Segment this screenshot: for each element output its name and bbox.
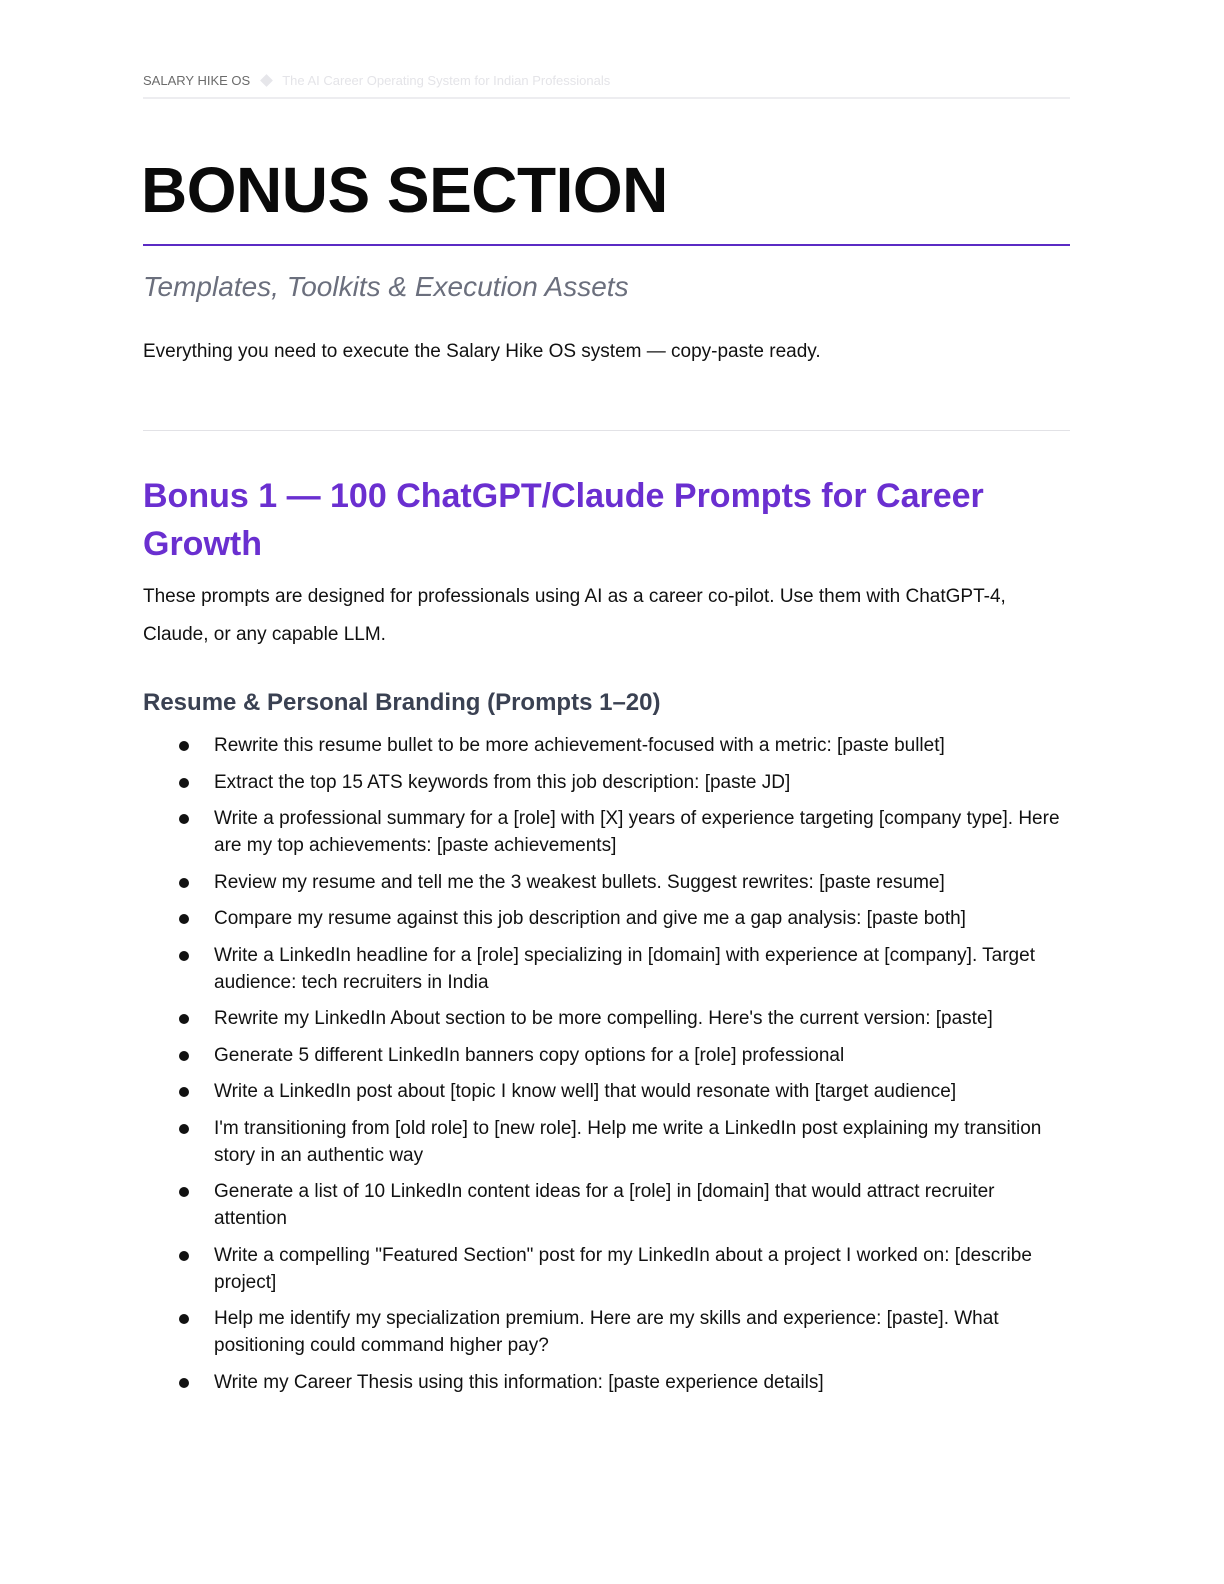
bullet-icon [179,914,189,924]
resume-branding-heading: Resume & Personal Branding (Prompts 1–20) [143,689,661,716]
prompt-text: Help me identify my specialization premium. Here are my skills and experience: [paste]. What positioning could command higher pay? [214,1308,999,1356]
bonus-1-intro: These prompts are designed for professionals using AI as a career co-pilot. Use them with ChatGPT-4, Claude, or any capable LLM. [143,586,1006,645]
title-divider [143,244,1070,246]
bullet-icon [179,1314,189,1324]
list-item [143,942,1070,996]
bullet-icon [179,878,189,888]
list-item [143,805,1070,859]
bullet-icon [179,951,189,961]
prompt-text: Compare my resume against this job description and give me a gap analysis: [paste both] [214,908,966,929]
header-tagline: The AI Career Operating System for Indian Professionals [282,72,611,88]
prompt-text: Write a LinkedIn headline for a [role] specializing in [domain] with experience at [company]. Target audience: tech recruiters in India [214,944,1035,993]
list-item [143,1178,1070,1232]
list-item [143,1305,1070,1359]
prompt-text: Generate 5 different LinkedIn banners copy options for a [role] professional [214,1044,845,1066]
bonus-1-heading: Bonus 1 — 100 ChatGPT/Claude Prompts for Career Growth [143,477,984,563]
prompt-text: Generate a list of 10 LinkedIn content ideas for a [role] in [domain] that would attract recruiter attention [214,1181,995,1229]
header-brand: SALARY HIKE OS [143,72,251,88]
diamond-icon [260,74,273,87]
bullet-icon [179,1124,189,1134]
bullet-icon [179,1087,189,1097]
prompt-text: Write a compelling "Featured Section" post for my LinkedIn about a project I worked on: [describe project] [214,1244,1032,1293]
list-item [143,869,1070,896]
bullet-icon [179,1251,189,1261]
bullet-icon [179,778,189,788]
list-item [143,1005,1070,1032]
list-item [143,905,1070,932]
prompt-list [143,732,1070,1405]
bullet-icon [179,1187,189,1197]
list-item [143,769,1070,796]
list-item [143,1042,1070,1069]
header-divider [143,97,1070,99]
list-item [143,732,1070,759]
list-item [143,1369,1070,1396]
bullet-icon [179,741,189,751]
intro-text: Everything you need to execute the Salary Hike OS system — copy-paste ready. [143,341,821,362]
page-subtitle: Templates, Toolkits & Execution Assets [143,271,629,302]
list-item [143,1078,1070,1105]
prompt-text: I'm transitioning from [old role] to [new role]. Help me write a LinkedIn post explaining my transition story in an authentic way [214,1117,1042,1166]
prompt-text: Rewrite my LinkedIn About section to be more compelling. Here's the current version: [paste] [214,1008,993,1029]
list-item [143,1115,1070,1169]
prompt-text: Write a LinkedIn post about [topic I know well] that would resonate with [target audience] [214,1081,957,1102]
prompt-text: Write my Career Thesis using this information: [paste experience details] [214,1371,824,1393]
bullet-icon [179,1378,189,1388]
bullet-icon [179,1014,189,1024]
prompt-text: Extract the top 15 ATS keywords from this job description: [paste JD] [214,771,791,793]
page-title: BONUS SECTION [141,154,668,226]
bullet-icon [179,1051,189,1061]
prompt-text: Write a professional summary for a [role] with [X] years of experience targeting [company type]. Here are my top achievements: [paste achievements] [214,808,1060,856]
prompt-text: Review my resume and tell me the 3 weakest bullets. Suggest rewrites: [paste resume] [214,871,945,893]
prompt-text: Rewrite this resume bullet to be more achievement-focused with a metric: [paste bullet] [214,735,945,756]
section-divider [143,430,1070,431]
bullet-icon [179,814,189,824]
running-header [143,70,1070,90]
list-item [143,1242,1070,1296]
